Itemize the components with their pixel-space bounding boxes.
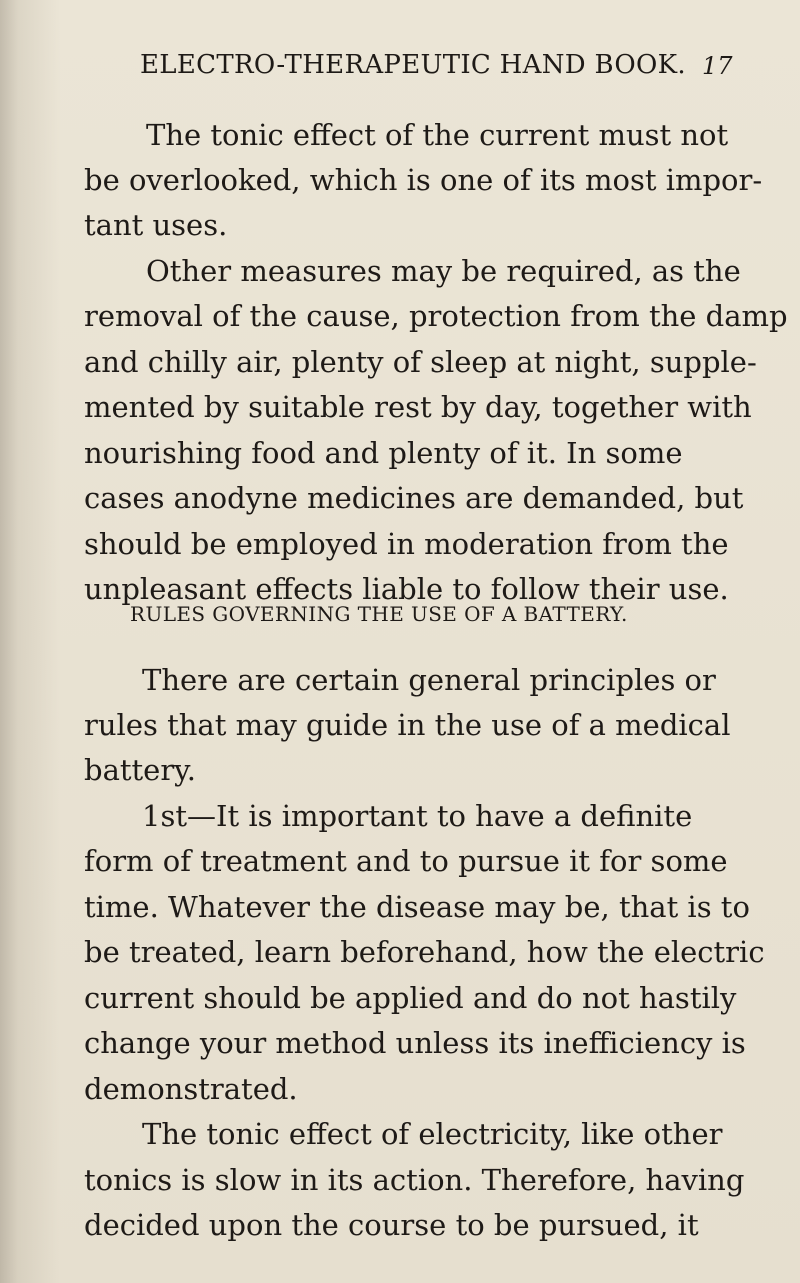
text-line: unpleasant effects liable to follow their use. (84, 572, 729, 606)
running-head (0, 50, 800, 90)
text-line: mented by suitable rest by day, together with (84, 390, 752, 424)
text-line: The tonic effect of electricity, like other (142, 1117, 723, 1151)
text-line: time. Whatever the disease may be, that is to (84, 890, 750, 924)
text-line: current should be applied and do not hastily (84, 981, 737, 1015)
text-line: There are certain general principles or (142, 663, 716, 697)
section-heading: RULES GOVERNING THE USE OF A BATTERY. (130, 602, 628, 626)
text-line: change your method unless its inefficiency is (84, 1026, 746, 1060)
text-line: should be employed in moderation from the (84, 527, 729, 561)
text-line: demonstrated. (84, 1072, 298, 1106)
text-line: The tonic effect of the current must not (146, 118, 729, 152)
text-line: decided upon the course to be pursued, it (84, 1208, 699, 1242)
running-title: ELECTRO-THERAPEUTIC HAND BOOK. (140, 50, 686, 80)
text-line: be overlooked, which is one of its most impor- (84, 163, 763, 197)
page-number: 17 (702, 52, 733, 80)
text-line: Other measures may be required, as the (146, 254, 741, 288)
text-line: 1st—It is important to have a definite (142, 799, 693, 833)
text-line: tonics is slow in its action. Therefore, having (84, 1163, 745, 1197)
text-line: be treated, learn beforehand, how the electric (84, 935, 765, 969)
text-line: cases anodyne medicines are demanded, but (84, 481, 744, 515)
text-line: nourishing food and plenty of it. In some (84, 436, 683, 470)
text-line: battery. (84, 753, 196, 787)
text-line: rules that may guide in the use of a medical (84, 708, 731, 742)
text-line: tant uses. (84, 208, 228, 242)
text-line: and chilly air, plenty of sleep at night, supple- (84, 345, 757, 379)
text-line: form of treatment and to pursue it for some (84, 844, 728, 878)
text-line: removal of the cause, protection from the damp (84, 299, 788, 333)
